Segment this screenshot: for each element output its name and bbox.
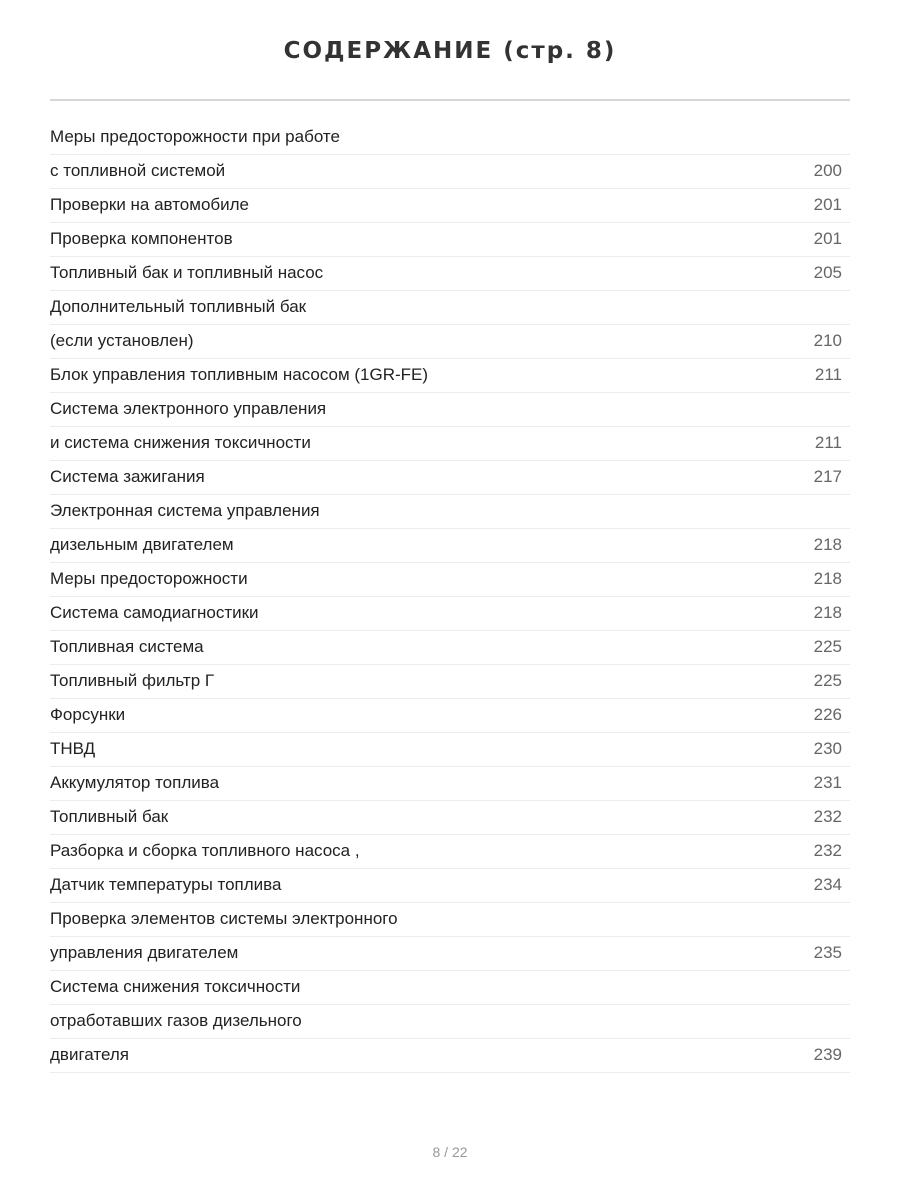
toc-entry xyxy=(50,665,850,699)
toc-entry-text: (если установлен) xyxy=(50,331,194,350)
toc-entry-page-number: 232 xyxy=(813,841,842,860)
toc-entry-page-number: 200 xyxy=(813,161,842,180)
toc-entry-text: Система снижения токсичности xyxy=(50,977,301,996)
toc-entry xyxy=(50,257,850,291)
toc-entry-page-number: 235 xyxy=(813,943,842,962)
toc-entry-page-number: 226 xyxy=(813,705,842,724)
toc-entry-text: двигателя xyxy=(50,1045,129,1064)
toc-entry-text: Проверки на автомобиле xyxy=(50,195,250,214)
toc-entry-text: Разборка и сборка топливного насоса , xyxy=(50,841,360,860)
toc-entry-text: отработавших газов дизельного xyxy=(50,1011,302,1030)
toc-entry-page-number: 201 xyxy=(813,229,842,248)
toc-entry-text: ТНВД xyxy=(50,739,96,758)
toc-entry xyxy=(50,359,850,393)
table-of-contents xyxy=(50,121,850,1073)
toc-entry xyxy=(50,903,850,937)
toc-entry-text: и система снижения токсичности xyxy=(50,433,311,452)
toc-entry-page-number: 211 xyxy=(814,365,842,384)
toc-entry-page-number: 232 xyxy=(813,807,842,826)
toc-entry-text: Дополнительный топливный бак xyxy=(50,297,307,316)
toc-entry-page-number: 225 xyxy=(813,637,842,656)
toc-entry-page-number: 225 xyxy=(813,671,842,690)
toc-entry xyxy=(50,121,850,155)
toc-entry-page-number: 201 xyxy=(813,195,842,214)
toc-entry xyxy=(50,971,850,1005)
toc-entry-text: Аккумулятор топлива xyxy=(50,773,220,792)
toc-entry-text: Блок управления топливным насосом (1GR-FE) xyxy=(50,365,429,384)
toc-entry xyxy=(50,529,850,563)
toc-entry xyxy=(50,291,850,325)
toc-entry xyxy=(50,427,850,461)
page-indicator: 8 / 22 xyxy=(432,1144,468,1160)
toc-entry-page-number: 218 xyxy=(813,603,842,622)
toc-entry xyxy=(50,1005,850,1039)
toc-entry-text: Проверка компонентов xyxy=(50,229,233,248)
toc-entry-page-number: 230 xyxy=(813,739,842,758)
toc-entry-text: Топливная система xyxy=(50,637,204,656)
toc-entry xyxy=(50,393,850,427)
toc-entry-text: Датчик температуры топлива xyxy=(50,875,282,894)
toc-entry xyxy=(50,189,850,223)
toc-entry-text: Проверка элементов системы электронного xyxy=(50,909,398,928)
toc-entry xyxy=(50,699,850,733)
toc-entry xyxy=(50,223,850,257)
toc-entry xyxy=(50,495,850,529)
toc-entry-page-number: 210 xyxy=(813,331,842,350)
toc-entry xyxy=(50,631,850,665)
toc-entry-text: Форсунки xyxy=(50,705,126,724)
toc-entry xyxy=(50,1039,850,1073)
toc-entry-text: Система электронного управления xyxy=(50,399,327,418)
toc-entry xyxy=(50,597,850,631)
toc-entry xyxy=(50,801,850,835)
toc-entry-text: Топливный фильтр Г xyxy=(50,671,215,690)
toc-entry xyxy=(50,937,850,971)
toc-entry-text: Меры предосторожности xyxy=(50,569,248,588)
toc-entry-page-number: 239 xyxy=(813,1045,842,1064)
toc-entry-page-number: 205 xyxy=(813,263,842,282)
title-divider xyxy=(50,99,850,101)
toc-entry-page-number: 217 xyxy=(813,467,842,486)
toc-entry-page-number: 211 xyxy=(814,433,842,452)
toc-entry xyxy=(50,155,850,189)
toc-entry-page-number: 218 xyxy=(813,569,842,588)
toc-entry-text: Топливный бак и топливный насос xyxy=(50,263,324,282)
toc-entry-text: Система зажигания xyxy=(50,467,205,486)
page-title: СОДЕРЖАНИЕ (стр. 8) xyxy=(283,38,617,64)
toc-entry xyxy=(50,461,850,495)
toc-entry xyxy=(50,835,850,869)
toc-entry-page-number: 218 xyxy=(813,535,842,554)
toc-entry-text: Система самодиагностики xyxy=(50,603,259,622)
toc-entry xyxy=(50,325,850,359)
toc-entry xyxy=(50,767,850,801)
toc-entry-page-number: 234 xyxy=(813,875,842,894)
toc-entry-text: Меры предосторожности при работе xyxy=(50,127,340,146)
toc-entry-text: дизельным двигателем xyxy=(50,535,234,554)
toc-entry xyxy=(50,733,850,767)
toc-entry xyxy=(50,869,850,903)
toc-entry-text: управления двигателем xyxy=(50,943,239,962)
toc-entry-text: Электронная система управления xyxy=(50,501,320,520)
toc-entry xyxy=(50,563,850,597)
toc-entry-text: Топливный бак xyxy=(50,807,169,826)
toc-entry-text: с топливной системой xyxy=(50,161,226,180)
toc-entry-page-number: 231 xyxy=(813,773,842,792)
